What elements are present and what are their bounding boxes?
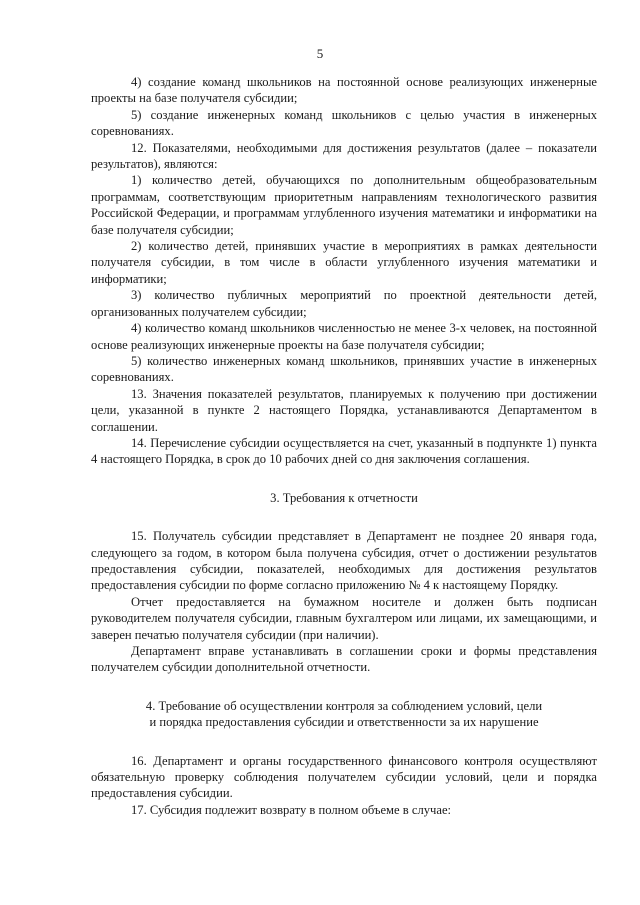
paragraph: 3) количество публичных мероприятий по проектной деятельности детей, организованных получателем субсидии; <box>91 288 597 319</box>
paragraph: 12. Показателями, необходимыми для достижения результатов (далее – показатели результатов), являются: <box>91 140 597 172</box>
paragraph: 1) количество детей, обучающихся по дополнительным общеобразовательным программам, соответствующим приоритетным направлениям технологического развития Российской Федерации, и программам углубленного изучения математики и информатики на базе получателя субсидии; <box>91 173 597 237</box>
section-heading <box>91 490 597 506</box>
section-heading <box>91 698 597 731</box>
section-heading-line: и порядка предоставления субсидии и ответственности за их нарушение <box>149 715 539 730</box>
paragraph: 5) количество инженерных команд школьников, принявших участие в инженерных соревнованиях. <box>91 353 597 385</box>
paragraph: 13. Значения показателей результатов, планируемых к получению при достижении цели, указанной в пункте 2 настоящего Порядка, устанавливаются Департаментом в соглашении. <box>91 386 597 434</box>
section-heading-line: 4. Требование об осуществлении контроля за соблюдением условий, цели <box>145 698 543 713</box>
section-heading-line: 3. Требования к отчетности <box>270 490 418 505</box>
paragraph: 2) количество детей, принявших участие в мероприятиях в рамках деятельности получателя субсидии, в том числе в области углубленного изучения математики и информатики; <box>91 239 597 286</box>
page-number: 5 <box>316 46 324 61</box>
paragraph: 14. Перечисление субсидии осуществляется на счет, указанный в подпункте 1) пункта 4 настоящего Порядка, в срок до 10 рабочих дней со дня заключения соглашения. <box>91 435 597 467</box>
paragraph: 15. Получатель субсидии представляет в Департамент не позднее 20 января года, следующего за годом, в котором была получена субсидия, отчет о достижении результатов предоставления субсидии, показателей, необходимых для достижения результатов предоставления субсидии по форме согласно приложению № 4 к настоящему Порядку. <box>91 529 597 593</box>
paragraph: Департамент вправе устанавливать в соглашении сроки и формы представления получателем субсидии дополнительной отчетности. <box>91 644 597 675</box>
paragraph: 17. Субсидия подлежит возврату в полном объеме в случае: <box>131 802 452 817</box>
paragraph: 4) количество команд школьников численностью не менее 3-х человек, на постоянной основе реализующих инженерные проекты на базе получателя субсидии; <box>91 321 597 352</box>
paragraph: Отчет предоставляется на бумажном носителе и должен быть подписан руководителем получателя субсидии, главным бухгалтером или лицами, их замещающими, и заверен печатью получателя субсидии (при наличии). <box>91 594 597 642</box>
paragraph: 16. Департамент и органы государственного финансового контроля осуществляют обязательную проверку соблюдения получателем субсидии условий, цели и порядка предоставления субсидии. <box>91 753 597 801</box>
document-body <box>91 74 597 818</box>
paragraph: 4) создание команд школьников на постоянной основе реализующих инженерные проекты на базе получателя субсидии; <box>91 75 597 106</box>
paragraph: 5) создание инженерных команд школьников с целью участия в инженерных соревнованиях. <box>91 107 597 139</box>
